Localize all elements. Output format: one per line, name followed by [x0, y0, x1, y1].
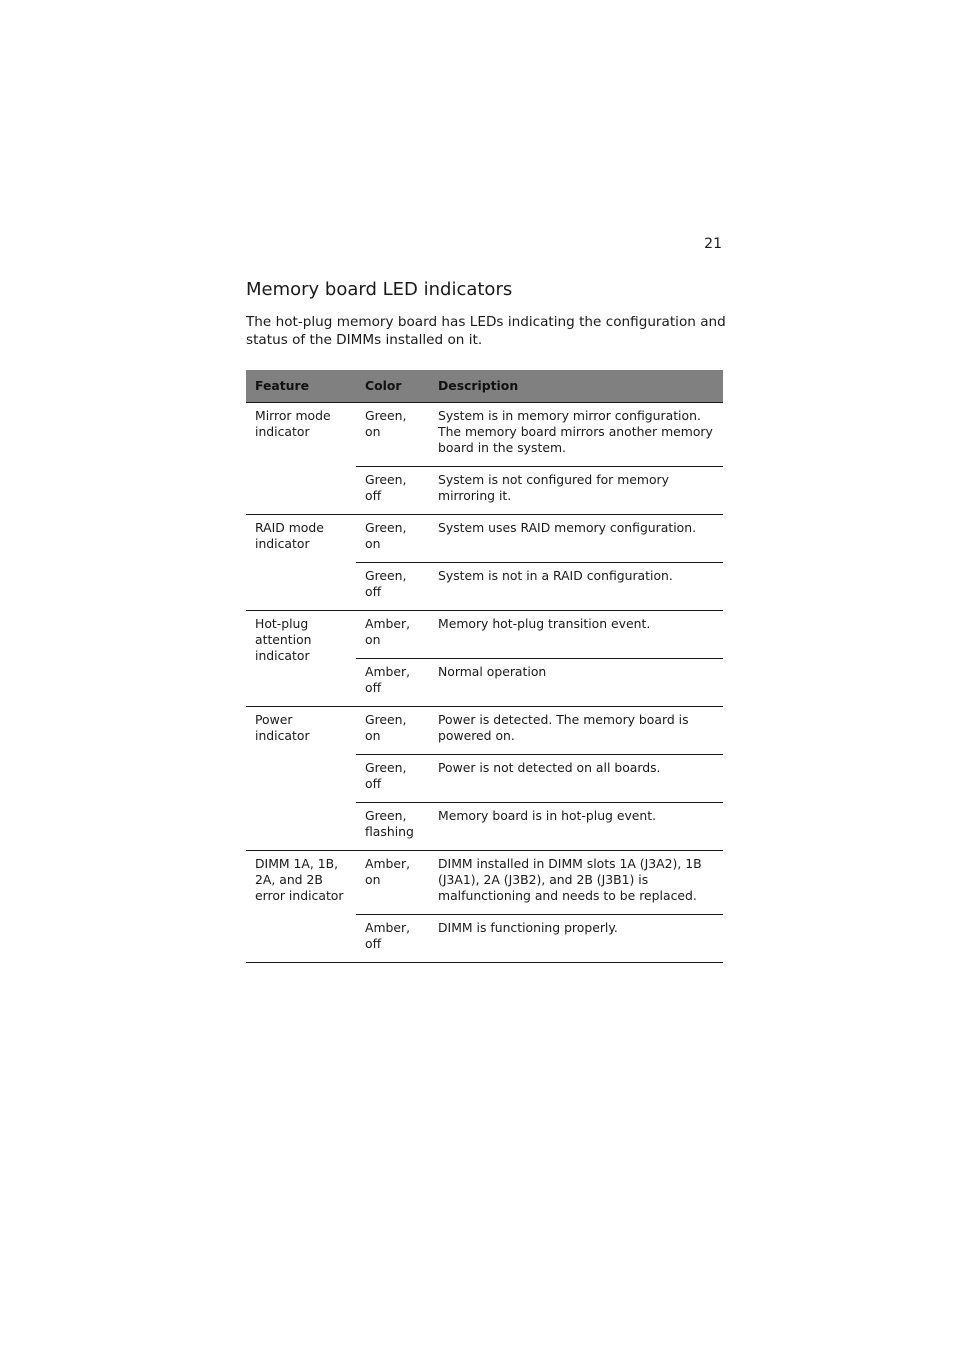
table-header-row	[246, 370, 723, 403]
color-cell: Green, on	[356, 707, 429, 755]
color-cell: Amber, off	[356, 915, 429, 963]
description-cell: System is in memory mirror configuration. The memory board mirrors another memory board in the system.	[429, 403, 723, 467]
description-cell: DIMM installed in DIMM slots 1A (J3A2), 1B (J3A1), 2A (J3B2), and 2B (J3B1) is malfunctioning and needs to be replaced.	[429, 851, 723, 915]
feature-cell: RAID mode indicator	[246, 515, 356, 611]
table-row	[246, 515, 723, 563]
color-cell: Green, off	[356, 563, 429, 611]
table-row	[246, 707, 723, 755]
page-number: 21	[704, 236, 722, 252]
description-cell: System is not configured for memory mirroring it.	[429, 467, 723, 515]
color-cell: Green, off	[356, 755, 429, 803]
intro-paragraph: The hot-plug memory board has LEDs indicating the configuration and status of the DIMMs installed on it.	[246, 314, 726, 348]
header-description: Description	[429, 370, 723, 403]
color-cell: Green, off	[356, 467, 429, 515]
color-cell: Amber, off	[356, 659, 429, 707]
feature-cell: Mirror mode indicator	[246, 403, 356, 515]
color-cell: Green, on	[356, 403, 429, 467]
color-cell: Green, on	[356, 515, 429, 563]
description-cell: Normal operation	[429, 659, 723, 707]
header-color: Color	[356, 370, 429, 403]
description-cell: System uses RAID memory configuration.	[429, 515, 723, 563]
feature-cell: Power indicator	[246, 707, 356, 851]
description-cell: Memory hot-plug transition event.	[429, 611, 723, 659]
feature-cell: DIMM 1A, 1B, 2A, and 2B error indicator	[246, 851, 356, 963]
section-title: Memory board LED indicators	[246, 279, 513, 300]
color-cell: Amber, on	[356, 851, 429, 915]
description-cell: DIMM is functioning properly.	[429, 915, 723, 963]
feature-cell: Hot-plug attention indicator	[246, 611, 356, 707]
header-feature: Feature	[246, 370, 356, 403]
description-cell: Power is not detected on all boards.	[429, 755, 723, 803]
color-cell: Green, flashing	[356, 803, 429, 851]
color-cell: Amber, on	[356, 611, 429, 659]
table-row	[246, 851, 723, 915]
table-row	[246, 611, 723, 659]
description-cell: Memory board is in hot-plug event.	[429, 803, 723, 851]
table-row	[246, 403, 723, 467]
led-indicator-table	[246, 370, 723, 963]
description-cell: Power is detected. The memory board is powered on.	[429, 707, 723, 755]
description-cell: System is not in a RAID configuration.	[429, 563, 723, 611]
